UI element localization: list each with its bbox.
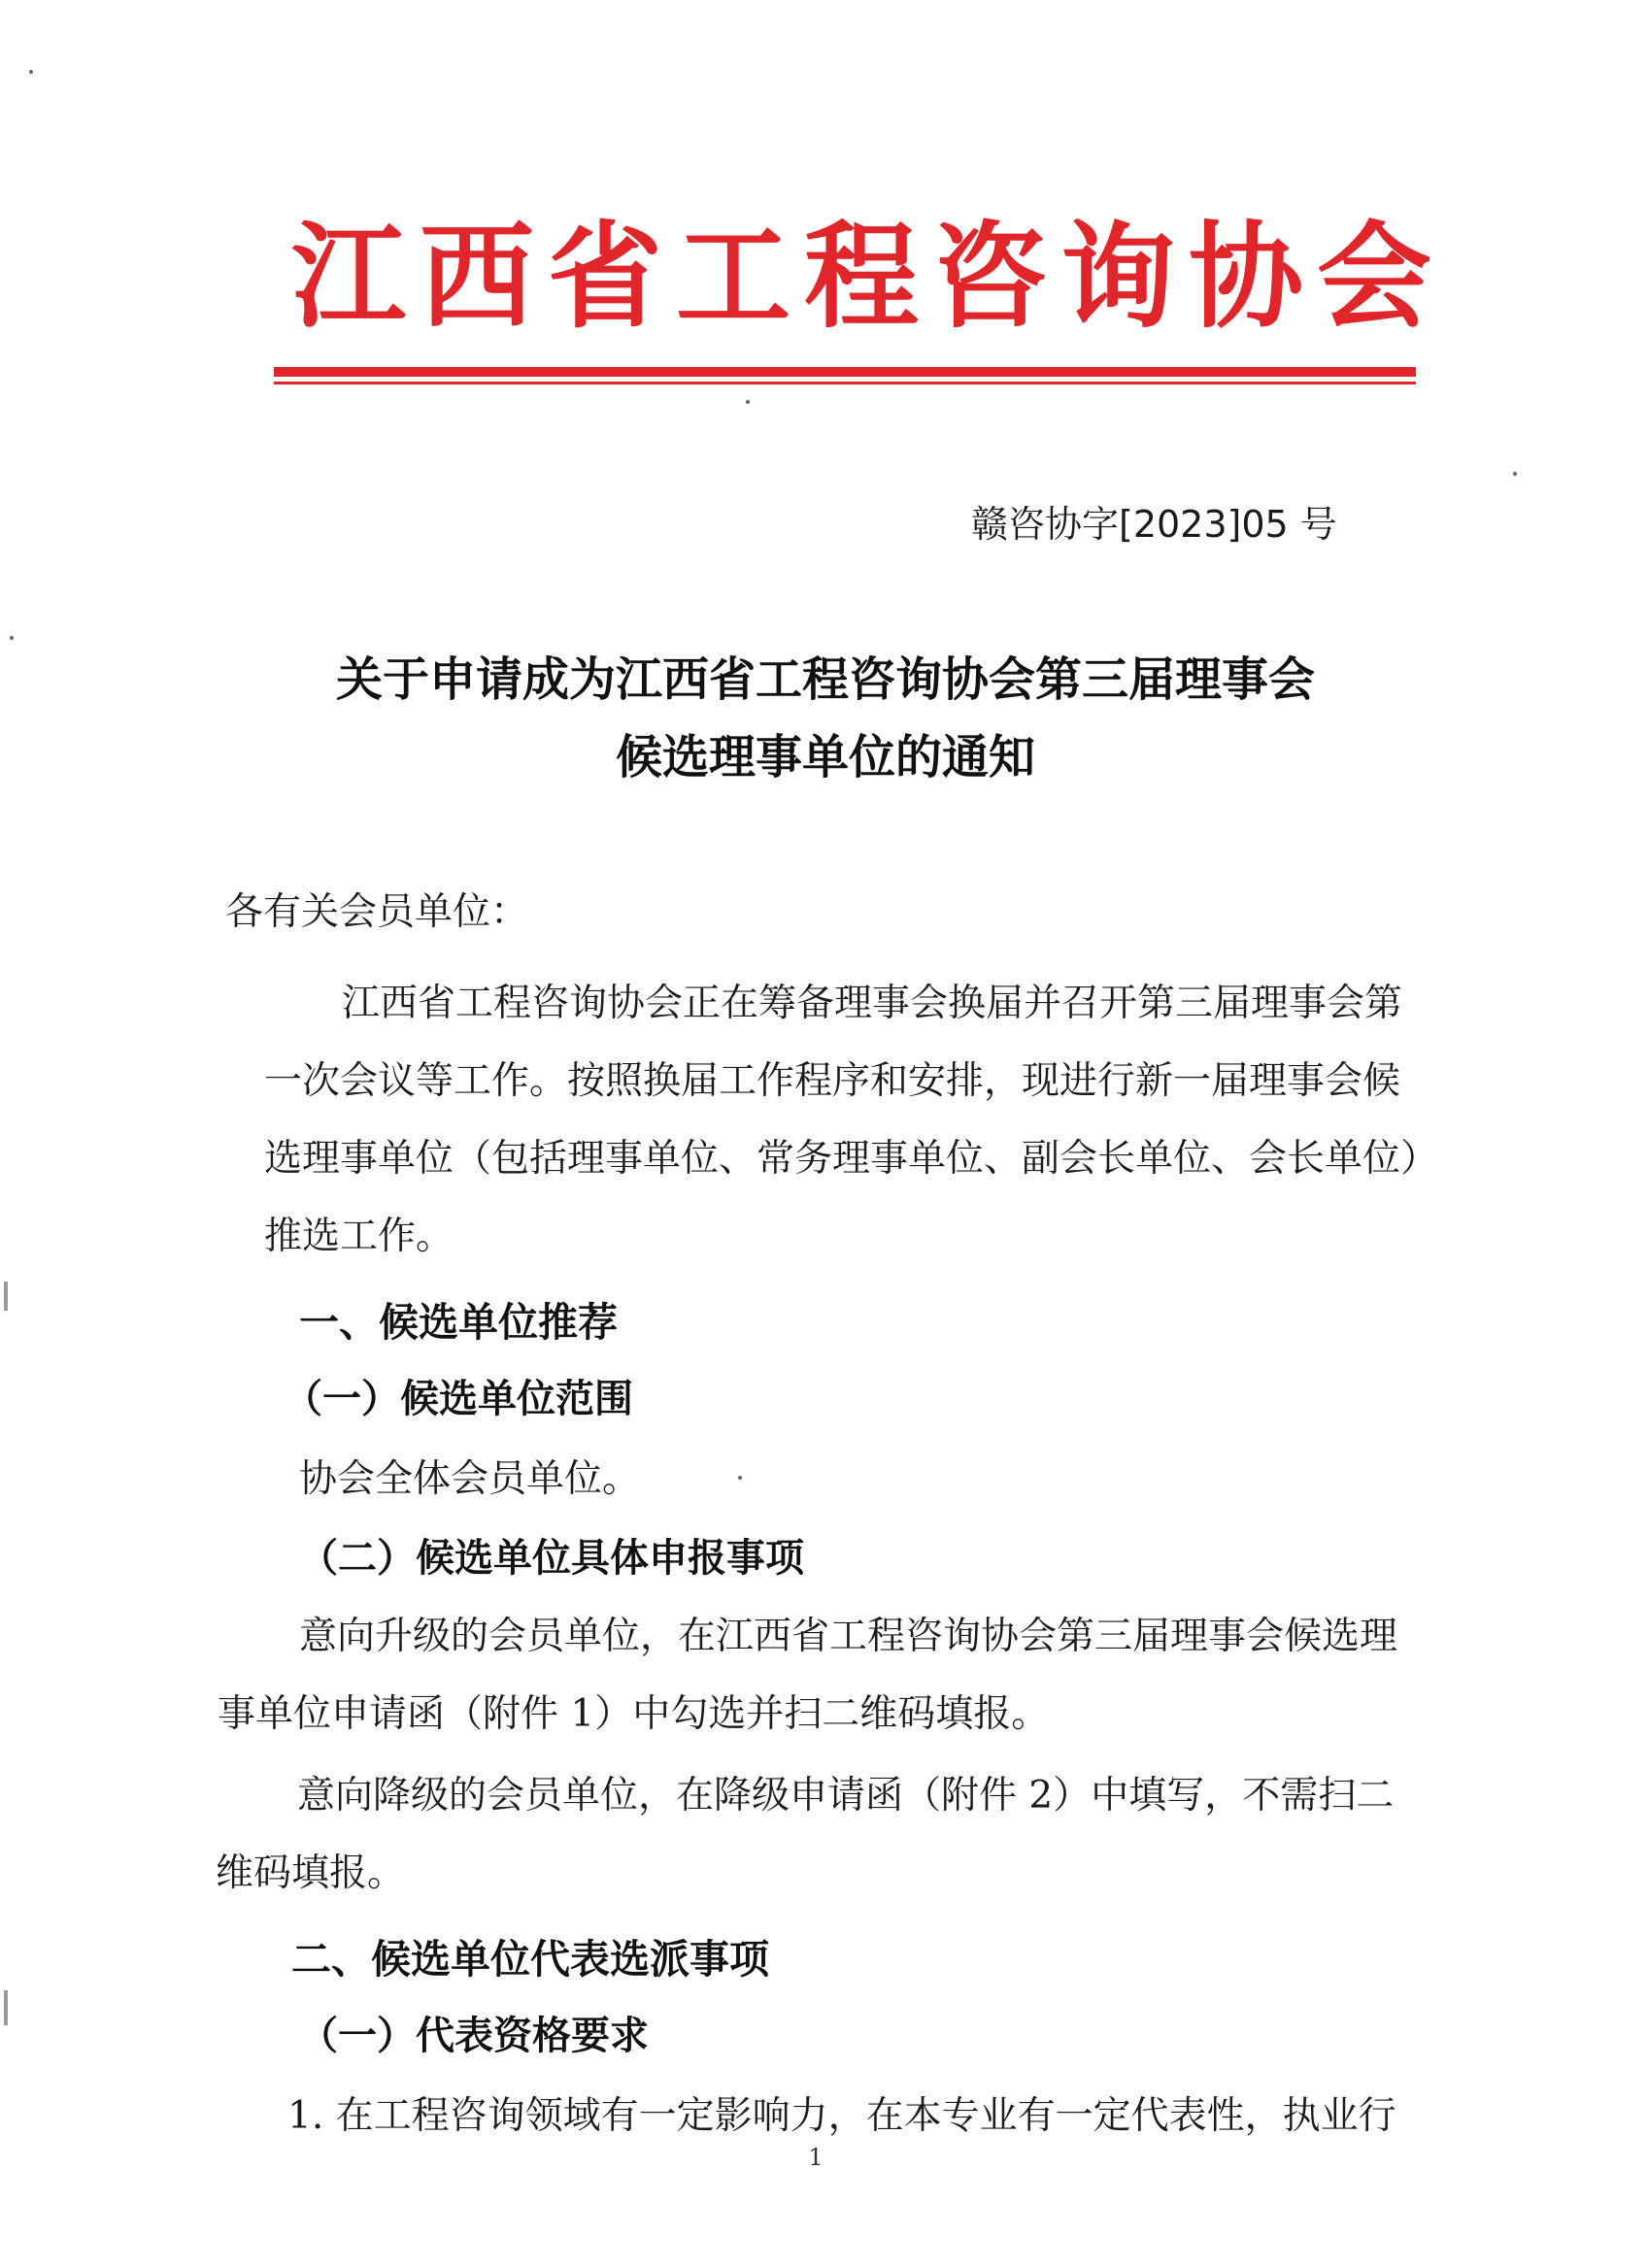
intro-line-4: 推选工作。 (264, 1215, 454, 1258)
intro-line-3: 选理事单位（包括理事单位、常务理事单位、副会长单位、会长单位） (264, 1137, 1439, 1181)
document-title-line-1: 关于申请成为江西省工程咨询协会第三届理事会 (335, 652, 1315, 707)
section-1-sub-2-para-1-line-1: 意向升级的会员单位，在江西省工程咨询协会第三届理事会候选理 (299, 1615, 1398, 1658)
document-number: 赣咨协字[2023]05 号 (971, 503, 1337, 546)
section-1-sub-1-heading: （一）候选单位范围 (284, 1376, 633, 1421)
intro-line-1: 江西省工程咨询协会正在筹备理事会换届并召开第三届理事会第 (342, 982, 1403, 1025)
section-1-sub-2-para-2-line-2: 维码填报。 (216, 1851, 406, 1895)
salutation: 各有关会员单位： (225, 890, 529, 934)
scan-speck (29, 70, 33, 74)
section-1-sub-1-text: 协会全体会员单位。 (299, 1457, 641, 1501)
section-1-sub-2-heading: （二）候选单位具体申报事项 (299, 1535, 804, 1581)
section-2-sub-1-heading: （一）代表资格要求 (299, 2013, 649, 2058)
letterhead-rule-thick (274, 367, 1416, 377)
scan-speck (746, 400, 750, 404)
section-2-heading: 二、候选单位代表选派事项 (291, 1936, 769, 1983)
section-1-heading: 一、候选单位推荐 (299, 1299, 618, 1346)
document-title-line-2: 候选理事单位的通知 (615, 730, 1035, 784)
scan-edge-mark (4, 1282, 8, 1311)
page-number: 1 (808, 2144, 824, 2171)
letterhead-title: 江西省工程咨询协会 (291, 209, 1446, 344)
intro-line-2: 一次会议等工作。按照换届工作程序和安排，现进行新一届理事会候 (264, 1059, 1401, 1103)
section-2-item-1: 1. 在工程咨询领域有一定影响力，在本专业有一定代表性，执业行 (287, 2094, 1396, 2138)
scan-edge-mark (4, 1990, 8, 2025)
letterhead-rule-thin (274, 382, 1416, 384)
scan-speck (1513, 472, 1517, 476)
scan-speck (10, 636, 14, 640)
scan-speck (738, 1476, 742, 1480)
section-1-sub-2-para-2-line-1: 意向降级的会员单位，在降级申请函（附件 2）中填写，不需扫二 (297, 1774, 1395, 1818)
section-1-sub-2-para-1-line-2: 事单位申请函（附件 1）中勾选并扫二维码填报。 (218, 1692, 1050, 1736)
